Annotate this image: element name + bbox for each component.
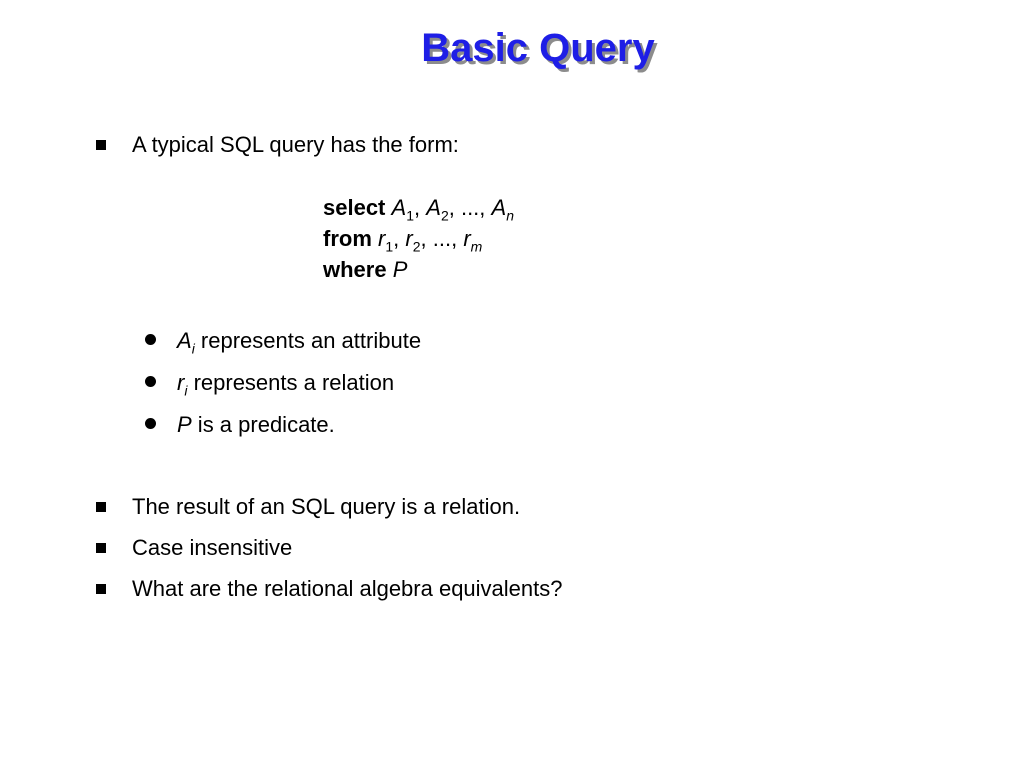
bullet-text: The result of an SQL query is a relation. <box>132 494 521 519</box>
bullet-text: What are the relational algebra equivalents? <box>132 576 563 601</box>
sub-bullet-text <box>177 370 395 399</box>
description: is a predicate. <box>191 412 335 437</box>
relation-var: r <box>463 226 471 251</box>
description: represents a relation <box>187 370 395 395</box>
ellipsis: , ..., <box>420 226 458 251</box>
predicate-var: P <box>177 412 192 437</box>
subscript: 1 <box>385 238 394 255</box>
query-select-line <box>323 195 515 224</box>
square-bullet-icon <box>96 543 106 553</box>
round-bullet-icon <box>145 418 156 429</box>
round-bullet-icon <box>145 376 156 387</box>
from-keyword: from <box>323 226 372 251</box>
predicate-var: P <box>392 257 408 282</box>
subscript: 1 <box>406 207 414 224</box>
relation-var: r <box>405 226 413 251</box>
query-from-line <box>323 226 483 255</box>
sub-bullet-text <box>177 412 335 438</box>
where-keyword: where <box>323 257 387 282</box>
bullet-text: A typical SQL query has the form: <box>132 132 459 157</box>
comma: , <box>414 195 421 220</box>
attr-var: A <box>391 195 407 220</box>
comma: , <box>393 226 400 251</box>
query-where-line <box>323 257 407 283</box>
subscript: 2 <box>440 207 449 224</box>
ellipsis: , ..., <box>448 195 486 220</box>
bullet-text: Case insensitive <box>132 535 293 560</box>
round-bullet-icon <box>145 334 156 345</box>
select-keyword: select <box>323 195 386 220</box>
attr-var: A <box>426 195 441 220</box>
square-bullet-icon <box>96 502 106 512</box>
description: represents an attribute <box>194 328 422 353</box>
square-bullet-icon <box>96 584 106 594</box>
relation-var: r <box>177 370 185 395</box>
sub-bullet-text <box>177 328 422 357</box>
subscript: 2 <box>412 238 421 255</box>
square-bullet-icon <box>96 140 106 150</box>
slide-title: Basic Query <box>421 26 655 70</box>
subscript: i <box>191 340 195 357</box>
subscript: n <box>506 207 515 224</box>
subscript: m <box>470 238 483 255</box>
attr-var: A <box>177 328 192 353</box>
subscript: i <box>184 382 188 399</box>
relation-var: r <box>378 226 386 251</box>
attr-var: A <box>491 195 507 220</box>
